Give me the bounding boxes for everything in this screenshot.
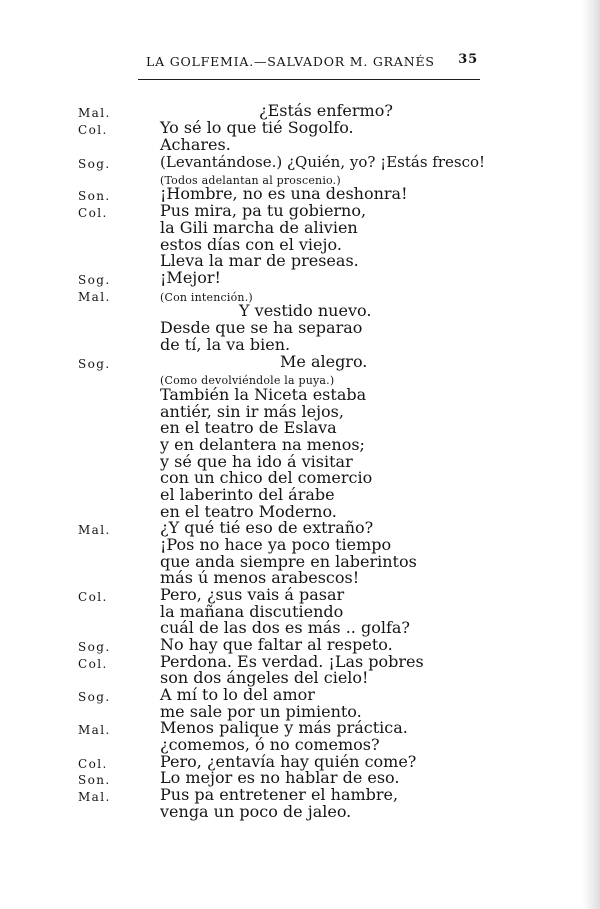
verse-text: de tí, la va bien. bbox=[160, 335, 291, 354]
verse-text: Desde que se ha separao bbox=[160, 318, 363, 337]
verse-text: Perdona. Es verdad. ¡Las pobres bbox=[160, 652, 424, 671]
verse-text: Pero, ¿entavía hay quién come? bbox=[160, 752, 417, 771]
verse-text: Pero, ¿sus vais á pasar bbox=[160, 585, 345, 604]
dialogue-line bbox=[0, 803, 600, 821]
stage-direction-text: (Como devolviéndole la puya.) bbox=[160, 374, 335, 387]
speaker-label: Sog. bbox=[78, 357, 111, 371]
speaker-label: Col. bbox=[78, 206, 108, 220]
speaker-label: Son. bbox=[78, 773, 111, 787]
verse-text: y sé que ha ido á visitar bbox=[160, 452, 353, 471]
speaker-label: Col. bbox=[78, 657, 108, 671]
verse-text: estos días con el viejo. bbox=[160, 235, 342, 254]
speaker-label: Mal. bbox=[78, 290, 111, 304]
verse-text: me sale por un pimiento. bbox=[160, 702, 362, 721]
speaker-label: Sog. bbox=[78, 157, 111, 171]
dialogue-line bbox=[0, 319, 600, 337]
verse-text: A mí to lo del amor bbox=[160, 685, 315, 704]
running-header bbox=[146, 50, 478, 72]
speaker-label: Col. bbox=[78, 590, 108, 604]
verse-text: y en delantera na menos; bbox=[160, 435, 365, 454]
verse-text: más ú menos arabescos! bbox=[160, 568, 360, 587]
speaker-label: Mal. bbox=[78, 106, 111, 120]
verse-text: Y vestido nuevo. bbox=[239, 301, 372, 320]
verse-text: ¡Pos no hace ya poco tiempo bbox=[160, 535, 392, 554]
dialogue-line bbox=[0, 269, 600, 287]
dialogue-line bbox=[0, 136, 600, 154]
verse-text: Me alegro. bbox=[280, 352, 368, 371]
verse-text: la mañana discutiendo bbox=[160, 602, 344, 621]
speaker-label: Sog. bbox=[78, 273, 111, 287]
verse-text: el laberinto del árabe bbox=[160, 485, 335, 504]
verse-text: Lleva la mar de preseas. bbox=[160, 251, 359, 270]
verse-text: (Levantándose.) ¿Quién, yo? ¡Estás fresco! bbox=[160, 153, 486, 171]
verse-text: Menos palique y más práctica. bbox=[160, 718, 408, 737]
verse-text: venga un poco de jaleo. bbox=[160, 802, 352, 821]
running-title: LA GOLFEMIA.—SALVADOR M. GRANÉS bbox=[146, 54, 435, 69]
speaker-label: Mal. bbox=[78, 523, 111, 537]
verse-text: la Gili marcha de alivien bbox=[160, 218, 358, 237]
speaker-label: Son. bbox=[78, 189, 111, 203]
verse-text: También la Niceta estaba bbox=[160, 385, 367, 404]
verse-text: en el teatro de Eslava bbox=[160, 418, 337, 437]
speaker-label: Col. bbox=[78, 123, 108, 137]
verse-text: ¿Estás enfermo? bbox=[259, 101, 393, 120]
dialogue-line bbox=[0, 119, 600, 137]
verse-text: ¡Hombre, no es una deshonra! bbox=[160, 184, 408, 203]
verse-text: Achares. bbox=[160, 135, 231, 154]
verse-text: con un chico del comercio bbox=[160, 468, 373, 487]
verse-text: cuál de las dos es más .. golfa? bbox=[160, 618, 410, 637]
verse-text: ¡Mejor! bbox=[160, 268, 221, 287]
stage-direction-text: (Con intención.) bbox=[160, 291, 253, 304]
header-rule bbox=[138, 79, 480, 80]
verse-text: No hay que faltar al respeto. bbox=[160, 635, 393, 654]
verse-text: Yo sé lo que tié Sogolfo. bbox=[160, 118, 354, 137]
page-number: 35 bbox=[458, 52, 478, 67]
dialogue-line bbox=[0, 252, 600, 270]
verse-text: Pus mira, pa tu gobierno, bbox=[160, 201, 367, 220]
speaker-label: Mal. bbox=[78, 790, 111, 804]
verse-text: ¿Y qué tié eso de extraño? bbox=[160, 518, 374, 537]
verse-text: ¿comemos, ó no comemos? bbox=[160, 735, 380, 754]
verse-text: son dos ángeles del cielo! bbox=[160, 668, 369, 687]
speaker-label: Sog. bbox=[78, 640, 111, 654]
verse-text: que anda siempre en laberintos bbox=[160, 552, 417, 571]
speaker-label: Sog. bbox=[78, 690, 111, 704]
verse-text: en el teatro Moderno. bbox=[160, 502, 337, 521]
verse-text: Pus pa entretener el hambre, bbox=[160, 785, 399, 804]
speaker-label: Mal. bbox=[78, 723, 111, 737]
speaker-label: Col. bbox=[78, 757, 108, 771]
stage-direction-text: (Todos adelantan al proscenio.) bbox=[160, 174, 341, 187]
verse-text: antiér, sin ir más lejos, bbox=[160, 402, 344, 421]
verse-text: Lo mejor es no hablar de eso. bbox=[160, 768, 400, 787]
